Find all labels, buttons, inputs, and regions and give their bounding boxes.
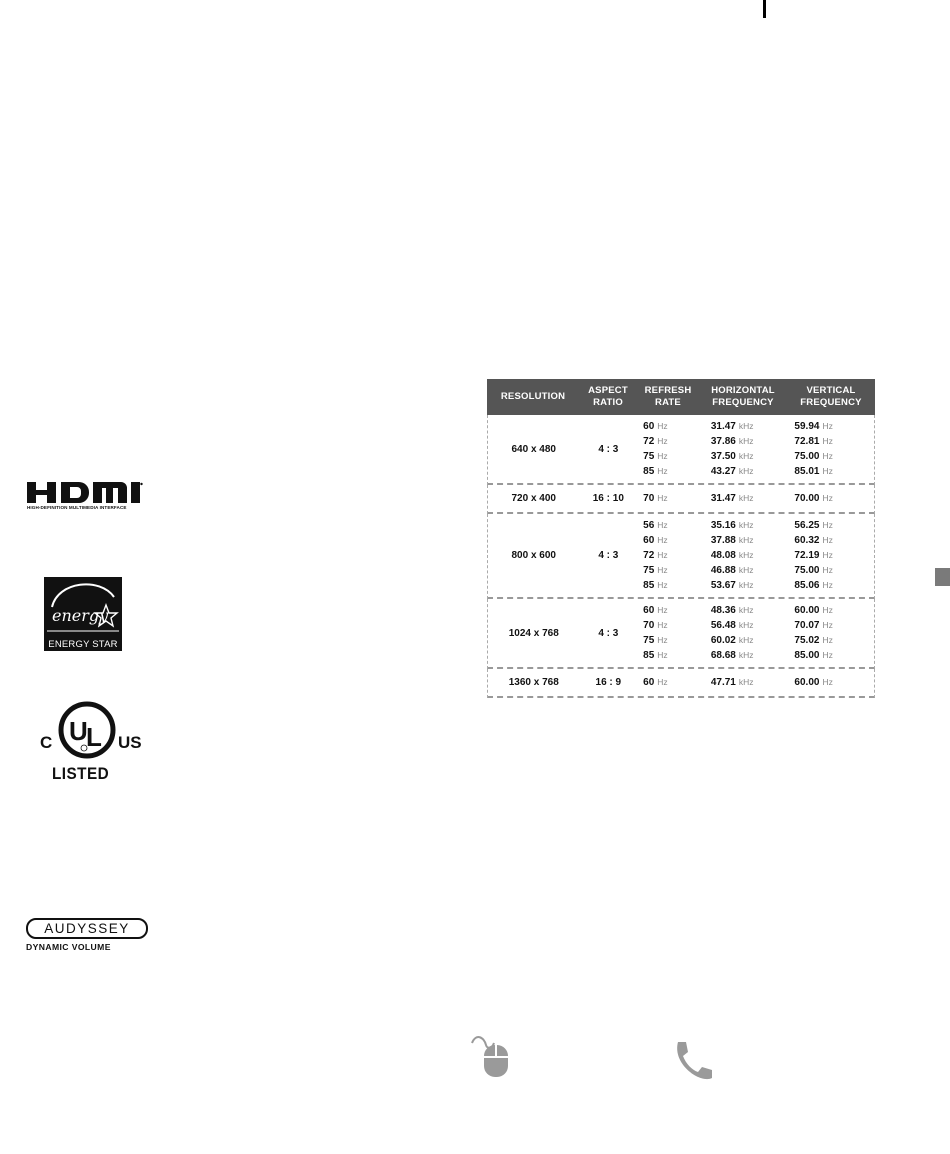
vertical-frequency-unit: Hz [822,466,833,476]
horizontal-frequency-value: 37.50 [710,451,736,462]
cell-vertical-frequency [786,518,874,593]
horizontal-frequency-unit: kHz [738,550,754,560]
vertical-frequency-unit: Hz [822,535,833,545]
refresh-rate [643,533,699,548]
ul-c-mark: C [40,733,53,752]
refresh-rate-value: 85 [643,466,655,477]
horizontal-frequency [711,618,787,633]
cell-vertical-frequency [786,491,874,506]
cell-refresh-rate [637,603,699,663]
vertical-frequency-value: 56.25 [794,520,820,531]
vertical-frequency-value: 72.19 [794,550,820,561]
horizontal-frequency-value: 48.08 [710,550,736,561]
refresh-rate-value: 75 [643,451,655,462]
refresh-rate-unit: Hz [657,550,668,560]
vertical-frequency-value: 60.32 [794,535,820,546]
vertical-frequency-unit: Hz [822,520,833,530]
svg-text:L: L [86,722,102,752]
cell-resolution: 720 x 400 [511,493,556,504]
refresh-rate [643,618,699,633]
refresh-rate-value: 75 [643,635,655,646]
vertical-frequency-value: 85.06 [794,580,820,591]
horizontal-frequency [711,675,787,690]
horizontal-frequency-value: 68.68 [710,650,736,661]
refresh-rate-unit: Hz [657,451,668,461]
horizontal-frequency [711,434,787,449]
vertical-frequency-value: 72.81 [794,436,820,447]
table-row-group [487,415,875,485]
vertical-frequency-unit: Hz [822,677,833,687]
cell-refresh-rate [637,518,699,593]
horizontal-frequency-unit: kHz [738,580,754,590]
refresh-rate-value: 72 [643,550,655,561]
cell-aspect-ratio: 16 : 10 [592,493,624,504]
header-resolution: RESOLUTION [500,391,566,402]
cell-aspect-ratio: 4 : 3 [598,550,619,561]
horizontal-frequency-unit: kHz [738,650,754,660]
display-timing-table [487,379,875,698]
horizontal-frequency-value: 31.47 [710,421,736,432]
horizontal-frequency-value: 60.02 [710,635,736,646]
refresh-rate-unit: Hz [657,493,668,503]
vertical-frequency [794,449,874,464]
cell-aspect-ratio: 4 : 3 [598,443,619,455]
vertical-frequency-value: 60.00 [794,677,820,688]
vertical-frequency [794,464,874,479]
vertical-frequency-unit: Hz [822,421,833,431]
horizontal-frequency [711,603,787,618]
horizontal-frequency-value: 53.67 [710,580,736,591]
horizontal-frequency-unit: kHz [738,620,754,630]
horizontal-frequency [711,548,787,563]
refresh-rate-value: 72 [643,436,655,447]
svg-text:U: U [69,716,88,746]
cell-aspect-ratio: 16 : 9 [595,677,622,688]
horizontal-frequency-value: 48.36 [710,605,736,616]
refresh-rate [643,449,699,464]
horizontal-frequency-value: 47.71 [710,677,736,688]
refresh-rate-unit: Hz [657,677,668,687]
vertical-frequency-value: 75.02 [794,635,820,646]
refresh-rate [643,548,699,563]
table-header [487,379,875,415]
refresh-rate-value: 70 [643,493,655,504]
horizontal-frequency [711,449,787,464]
table-row-group [487,669,875,698]
table-row-group [487,599,875,669]
horizontal-frequency-unit: kHz [738,520,754,530]
refresh-rate-unit: Hz [657,580,668,590]
horizontal-frequency-value: 37.88 [710,535,736,546]
horizontal-frequency [711,491,787,506]
energy-star-icon [44,577,122,639]
horizontal-frequency-unit: kHz [738,565,754,575]
vertical-frequency-value: 59.94 [794,421,820,432]
hdmi-wordmark-icon [27,482,143,504]
refresh-rate [643,491,699,506]
cell-horizontal-frequency [699,419,787,479]
vertical-frequency-value: 60.00 [794,605,820,616]
vertical-frequency-value: 75.00 [794,451,820,462]
vertical-frequency-unit: Hz [822,620,833,630]
vertical-frequency [794,603,874,618]
refresh-rate-value: 60 [643,677,655,688]
vertical-frequency-unit: Hz [822,565,833,575]
cell-resolution: 1360 x 768 [508,677,559,688]
vertical-frequency [794,578,874,593]
cell-horizontal-frequency [699,491,787,506]
vertical-frequency-unit: Hz [822,580,833,590]
refresh-rate [643,563,699,578]
vertical-frequency [794,434,874,449]
refresh-rate-value: 60 [643,605,655,616]
phone-icon [670,1040,714,1084]
refresh-rate [643,464,699,479]
horizontal-frequency [711,518,787,533]
vertical-frequency [794,675,874,690]
horizontal-frequency-value: 43.27 [710,466,736,477]
horizontal-frequency-unit: kHz [738,535,754,545]
refresh-rate-unit: Hz [657,436,668,446]
audyssey-tagline: DYNAMIC VOLUME [26,942,111,952]
table-row-group [487,485,875,514]
cell-refresh-rate [637,675,699,690]
energy-star-label: ENERGY STAR [48,639,118,650]
horizontal-frequency-unit: kHz [738,421,754,431]
vertical-frequency-unit: Hz [822,493,833,503]
horizontal-frequency [711,633,787,648]
vertical-frequency-value: 85.01 [794,466,820,477]
svg-text:energy: energy [52,606,109,625]
horizontal-frequency [711,563,787,578]
refresh-rate-unit: Hz [657,565,668,575]
refresh-rate-value: 60 [643,535,655,546]
vertical-frequency-unit: Hz [822,635,833,645]
refresh-rate-unit: Hz [657,605,668,615]
refresh-rate-unit: Hz [657,520,668,530]
horizontal-frequency [711,578,787,593]
horizontal-frequency [711,419,787,434]
refresh-rate [643,648,699,663]
cell-refresh-rate [637,491,699,506]
header-aspect-ratio: ASPECT RATIO [588,385,628,408]
cell-vertical-frequency [786,675,874,690]
horizontal-frequency-unit: kHz [738,451,754,461]
horizontal-frequency-value: 56.48 [710,620,736,631]
mouse-icon [470,1035,514,1079]
horizontal-frequency-unit: kHz [738,605,754,615]
refresh-rate-value: 75 [643,565,655,576]
ul-listed-label: LISTED [52,764,110,783]
cell-horizontal-frequency [699,675,787,690]
refresh-rate [643,419,699,434]
refresh-rate [643,518,699,533]
vertical-frequency [794,491,874,506]
refresh-rate-unit: Hz [657,466,668,476]
horizontal-frequency-value: 35.16 [710,520,736,531]
vertical-frequency [794,548,874,563]
hdmi-logo [27,482,147,510]
horizontal-frequency-unit: kHz [738,677,754,687]
cell-vertical-frequency [786,419,874,479]
cell-horizontal-frequency [699,518,787,593]
refresh-rate [643,633,699,648]
horizontal-frequency-value: 46.88 [710,565,736,576]
vertical-frequency-unit: Hz [822,605,833,615]
horizontal-frequency-unit: kHz [738,436,754,446]
audyssey-name: AUDYSSEY [26,918,148,939]
hdmi-tagline: HIGH-DEFINITION MULTIMEDIA INTERFACE [27,505,127,510]
refresh-rate [643,675,699,690]
refresh-rate-unit: Hz [657,421,668,431]
table-body [487,415,875,698]
header-refresh-rate: REFRESH RATE [644,385,692,408]
horizontal-frequency [711,648,787,663]
refresh-rate-unit: Hz [657,535,668,545]
refresh-rate-value: 85 [643,650,655,661]
vertical-frequency-value: 85.00 [794,650,820,661]
vertical-frequency [794,563,874,578]
cell-horizontal-frequency [699,603,787,663]
refresh-rate-unit: Hz [657,620,668,630]
page-divider-line [763,0,766,18]
horizontal-frequency [711,464,787,479]
header-vertical-frequency: VERTICAL FREQUENCY [800,385,862,408]
ul-us-mark: US [118,733,142,752]
energy-star-logo [44,577,122,651]
vertical-frequency-unit: Hz [822,550,833,560]
horizontal-frequency [711,533,787,548]
vertical-frequency [794,419,874,434]
horizontal-frequency-value: 37.86 [710,436,736,447]
audyssey-logo [26,918,150,952]
refresh-rate-unit: Hz [657,650,668,660]
cell-resolution: 800 x 600 [511,550,556,561]
refresh-rate-value: 60 [643,421,655,432]
horizontal-frequency-value: 31.47 [710,493,736,504]
vertical-frequency-value: 75.00 [794,565,820,576]
horizontal-frequency-unit: kHz [738,635,754,645]
vertical-frequency-unit: Hz [822,650,833,660]
refresh-rate [643,603,699,618]
vertical-frequency [794,618,874,633]
vertical-frequency-unit: Hz [822,436,833,446]
vertical-frequency-unit: Hz [822,451,833,461]
horizontal-frequency-unit: kHz [738,466,754,476]
header-horizontal-frequency: HORIZONTAL FREQUENCY [711,385,775,408]
refresh-rate-value: 56 [643,520,655,531]
refresh-rate-value: 85 [643,580,655,591]
refresh-rate [643,578,699,593]
vertical-frequency [794,648,874,663]
side-tab-marker [935,568,950,586]
cell-resolution: 640 x 480 [511,443,556,455]
cell-resolution: 1024 x 768 [508,627,559,639]
cell-vertical-frequency [786,603,874,663]
ul-listed-logo [38,700,142,786]
cell-aspect-ratio: 4 : 3 [598,627,619,639]
vertical-frequency [794,633,874,648]
vertical-frequency-value: 70.00 [794,493,820,504]
cell-refresh-rate [637,419,699,479]
horizontal-frequency-unit: kHz [738,493,754,503]
table-row-group [487,514,875,599]
ul-circle-icon [57,700,117,762]
refresh-rate-unit: Hz [657,635,668,645]
vertical-frequency [794,518,874,533]
refresh-rate-value: 70 [643,620,655,631]
vertical-frequency [794,533,874,548]
vertical-frequency-value: 70.07 [794,620,820,631]
refresh-rate [643,434,699,449]
